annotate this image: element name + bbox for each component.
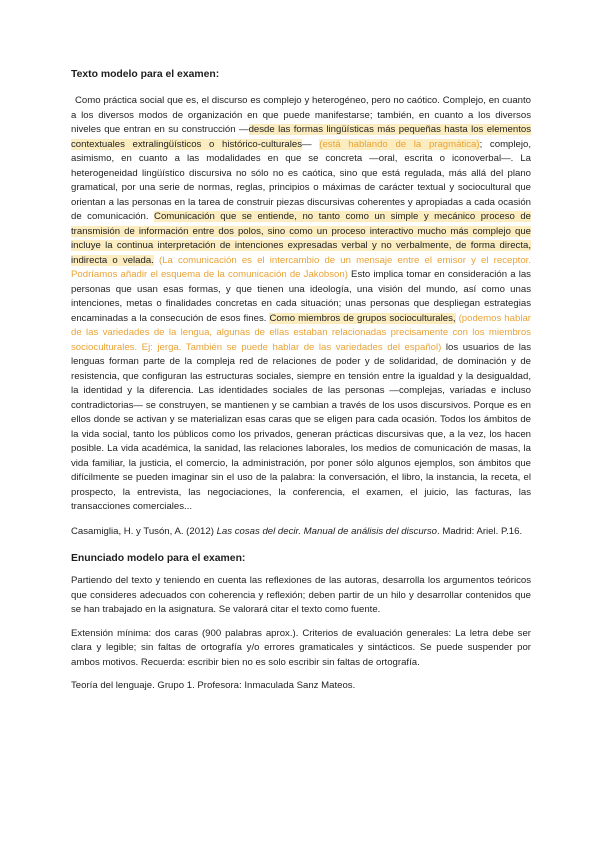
source-citation bbox=[71, 525, 531, 540]
highlighted-text: Comunicación que se entiende, no tanto como un simple y mecánico proceso de transmisión de información entre dos polos, sino como un proceso interactivo mucho más complejo que incluye la continua interpretación de intenciones expresadas verbal y no verbalmente, de forma directa, indirecta o velada. bbox=[71, 211, 531, 266]
course-footer: Teoría del lenguaje. Grupo 1. Profesora: Inmaculada Sanz Mateos. bbox=[71, 680, 356, 691]
text-segment: los usuarios de las lenguas forman parte de la compleja red de relaciones de poder y de solidaridad, de dominación y de resistencia, que configuran las estructuras sociales, siempre en tensión entre la igualdad y la desigualdad, la identidad y la diferencia. Las identidades sociales de las personas —complejas, variadas e incluso contradictorias— se construyen, se mantienen y se cambian a través de los usos discursivos. Porque es en ellos donde se activan y se materializan esas caras que se eligen para cada ocasión. Todos los ámbitos de la vida social, tanto los públicos como los privados, generan prácticas discursivas que, a la vez, los hacen posible. La vida académica, la sanidad, las relaciones laborales, los medios de comunicación de masas, la vida familiar, la justicia, el comercio, la administración, por poner sólo algunos ejemplos, son ámbitos que difícilmente se pueden imaginar sin el uso de la palabra: la conversación, el libro, la instancia, la receta, el prospecto, la entrevista, las negociaciones, la conferencia, el examen, el juicio, las facturas, las transacciones comerciales... bbox=[71, 341, 531, 512]
citation-book-title: Las cosas del decir. Manual de análisis del discurso bbox=[216, 525, 437, 537]
exam-prompt-heading: Enunciado modelo para el examen: bbox=[71, 553, 246, 564]
document-content bbox=[71, 68, 531, 703]
citation-authors: Casamiglia, H. y Tusón, A. (2012) bbox=[71, 525, 217, 537]
exam-prompt: Partiendo del texto y teniendo en cuenta las reflexiones de las autoras, desarrolla los argumentos teóricos que consideres adecuados con coherencia y reflexión; deben partir de un hilo y desarrollar contenidos que se han trabajado en la asignatura. Se valorará citar el texto como fuente. bbox=[71, 575, 531, 615]
citation-publisher: . Madrid: Ariel. P.16. bbox=[437, 525, 523, 537]
annotation-note: (podemos hablar de las variedades de la lengua, algunas de ellas estaban relacionadas precisamente con los miembros socioculturales. Ej: jerga. También se puede hablar de las variedades del español) bbox=[71, 312, 531, 353]
highlighted-text: Como miembros de grupos socioculturales, bbox=[269, 312, 456, 324]
text-segment: Esto implica tomar en consideración a las personas que usan esas formas, y que tienen una ideología, una visión del mundo, así como unas intenciones, metas o finalidades concretas en cada situación; unas personas que despliegan estrategias encaminadas a la consecución de esos fines. bbox=[71, 269, 531, 324]
highlighted-text: desde las formas lingüísticas más pequeñas hasta los elementos contextuales extralingüísticos o histórico-culturales bbox=[71, 124, 531, 150]
extension-criteria: Extensión mínima: dos caras (900 palabras aprox.). Criterios de evaluación generales: La letra debe ser clara y legible; sin faltas de ortografía y/o errores gramaticales y sintácticos. Se puede suspender por ambos motivos. Recuerda: escribir bien no es solo escribir sin faltas de ortografía. bbox=[71, 627, 531, 668]
text-segment: Como práctica social que es, el discurso es complejo y heterogéneo, pero no caótico. Complejo, en cuanto a los diversos modos de organización en que puede manifestarse; también, en cuanto a los diversos niveles que entran en su construcción — bbox=[71, 95, 531, 135]
text-segment: ; complejo, asimismo, en cuanto a las modalidades en que se concreta —oral, escrita o iconoverbal—. La heterogeneidad lingüístico discursiva no sólo no es caótica, sino que está regulada, más allá del plano gramatical, por una serie de normas, reglas, principios o máximas de carácter textual y sociocultural que orientan a las personas en la tarea de construir piezas discursivas coherentes y apropiadas a cada ocasión de comunicación. bbox=[71, 138, 531, 222]
model-text-heading: Texto modelo para el examen: bbox=[71, 69, 220, 80]
annotation-note: (La comunicación es el intercambio de un mensaje entre el emisor y el receptor. Podríamos añadir el esquema de la comunicación de Jakobson) bbox=[71, 254, 531, 280]
model-text-paragraph bbox=[71, 94, 531, 515]
annotation-note: (está hablando de la pragmática) bbox=[319, 138, 480, 150]
text-segment: — bbox=[302, 138, 320, 150]
